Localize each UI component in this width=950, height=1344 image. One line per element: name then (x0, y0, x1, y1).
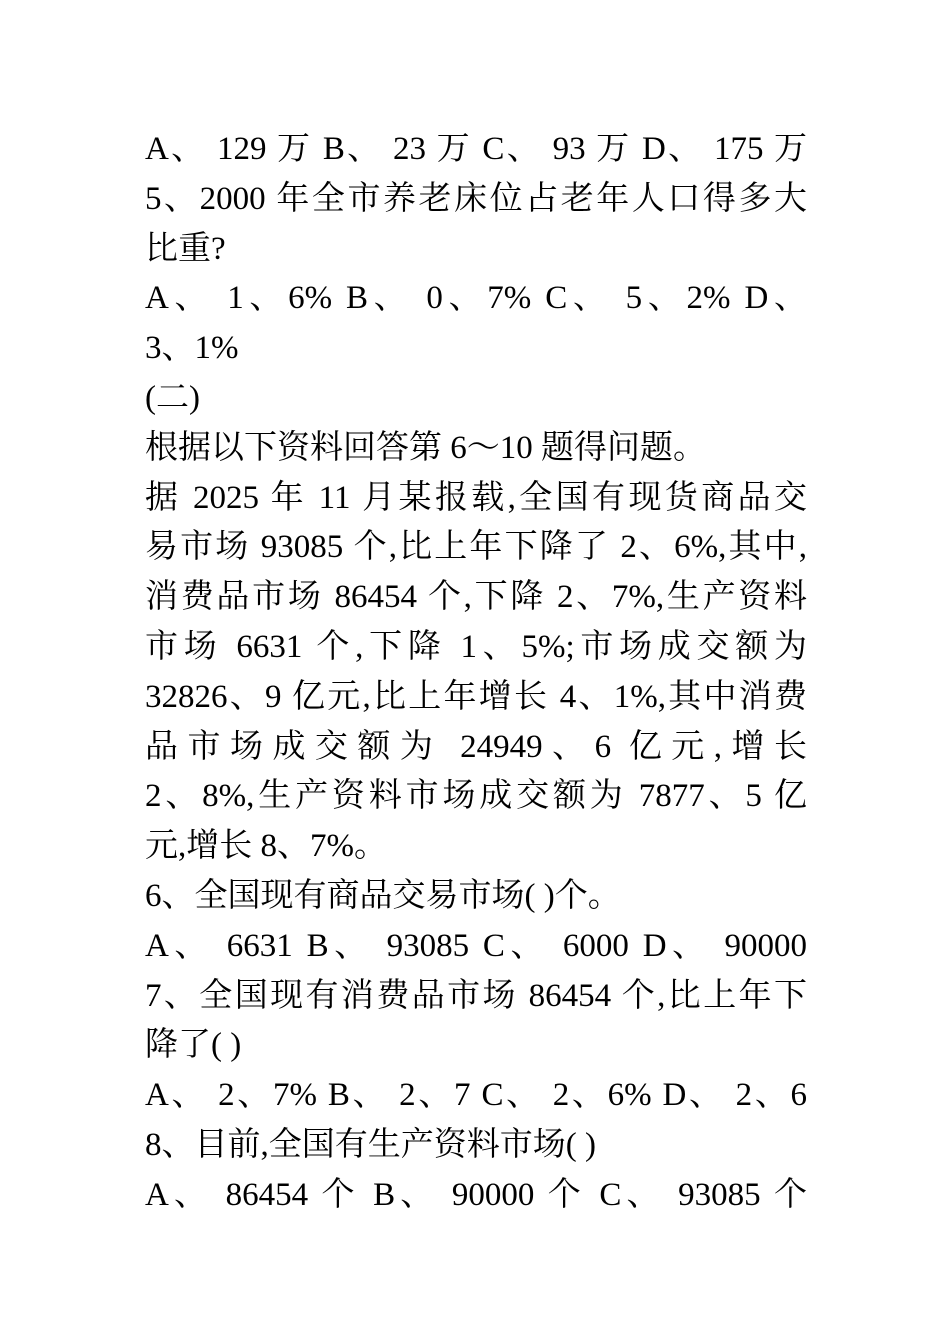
passage-line: 元,增长 8、7%。 (145, 828, 387, 865)
passage-line: 易市场 93085 个,比上年下降了 2、6%,其中, (145, 529, 807, 566)
answer-options-q4: A、 129 万 B、 23 万 C、 93 万 D、 175 万 (145, 131, 807, 167)
section-instruction: 根据以下资料回答第 6～10 题得问题。 (145, 429, 706, 466)
passage-line: 品市场成交额为 24949、6 亿元,增长 (145, 728, 807, 765)
question-7-cont: 降了( ) (145, 1027, 242, 1064)
question-5: 5、2000 年全市养老床位占老年人口得多大 (145, 180, 807, 217)
question-5-cont: 比重? (145, 230, 226, 267)
answer-options-q8: A、 86454 个 B、 90000 个 C、 93085 个 (145, 1176, 807, 1213)
passage-line: 消费品市场 86454 个,下降 2、7%,生产资料 (145, 579, 807, 616)
passage-line: 市场 6631 个,下降 1、5%;市场成交额为 (145, 628, 807, 665)
passage-line: 2、8%,生产资料市场成交额为 7877、5 亿 (145, 778, 807, 815)
answer-options-q5: A、 1、6% B、 0、7% C、 5、2% D、 (145, 280, 807, 317)
answer-options-q6: A、 6631 B、 93085 C、 6000 D、 90000 (145, 927, 807, 964)
question-8: 8、目前,全国有生产资料市场( ) (145, 1126, 596, 1163)
question-6: 6、全国现有商品交易市场( )个。 (145, 877, 621, 914)
question-7: 7、全国现有消费品市场 86454 个,比上年下 (145, 977, 807, 1014)
answer-options-q7: A、 2、7% B、 2、7 C、 2、6% D、 2、6 (145, 1077, 807, 1114)
answer-options-q5-cont: 3、1% (145, 330, 239, 367)
passage-line: 据 2025 年 11 月某报载,全国有现货商品交 (145, 479, 807, 516)
section-heading: (二) (145, 379, 200, 416)
passage-line: 32826、9 亿元,比上年增长 4、1%,其中消费 (145, 678, 807, 715)
document-body (145, 125, 807, 1221)
